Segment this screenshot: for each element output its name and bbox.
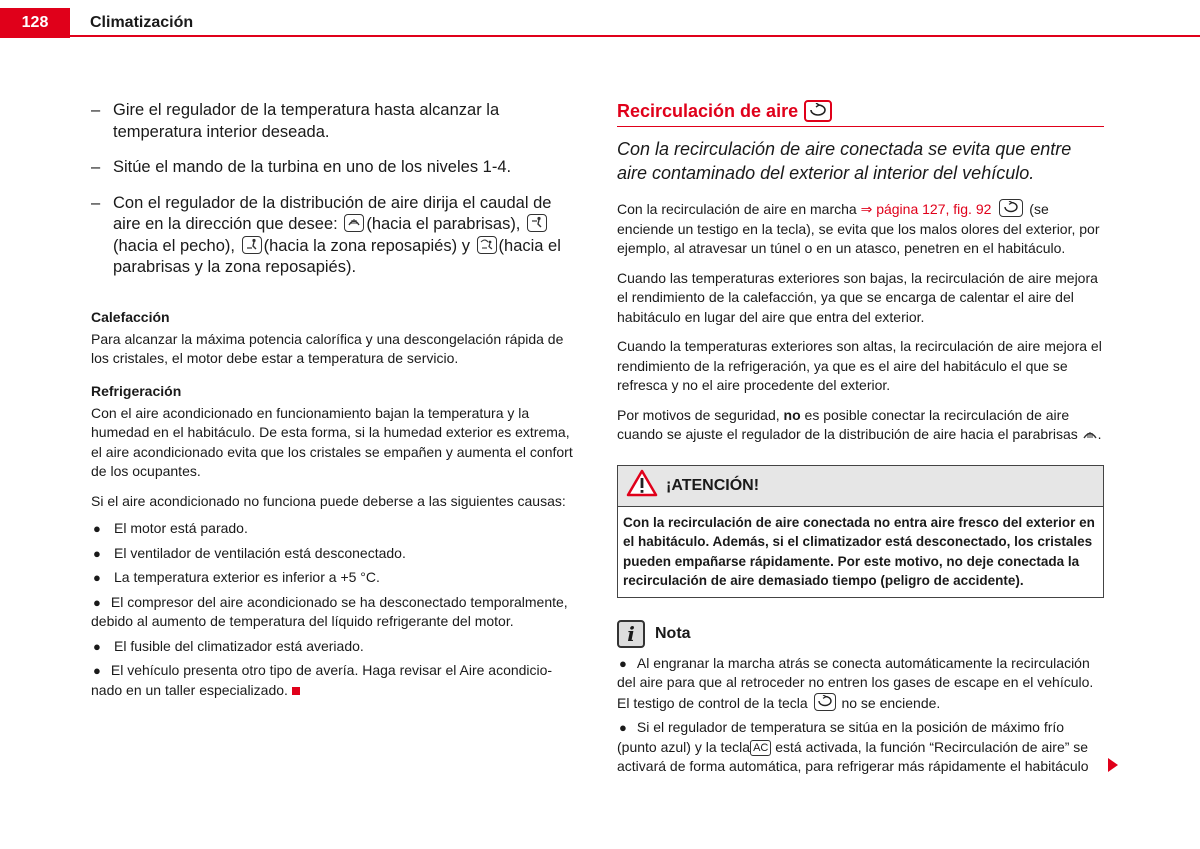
step-text: Sitúe el mando de la turbina en uno de los niveles 1-4. — [113, 158, 512, 176]
paragraph-text: es posible conectar la recirculación de aire cuando se ajuste el regulador de la distribución de aire hacia el parabrisas — [617, 406, 1078, 442]
note-text: Si el regulador de temperatura se sitúa en la posición de máximo frío (punto azul) y la tecla — [617, 719, 1065, 755]
step-item — [91, 157, 577, 179]
step-text: Gire el regulador de la temperatura hasta alcanzar la temperatura interior deseada. — [113, 101, 500, 141]
list-item-text: El vehículo presenta otro tipo de avería. Haga revisar el Aire acondicio-nado en un taller especializado. — [91, 662, 553, 698]
paragraph — [617, 406, 1104, 447]
section-title-text: Recirculación de aire — [617, 100, 799, 121]
paragraph-text: Por motivos de seguridad, — [617, 406, 784, 423]
bullet-dot: ● — [93, 521, 101, 536]
note-text: Al engranar la marcha atrás se conecta automáticamente la recirculación del aire para que al retroceder no entren los gases de escape en el vehículo. El testigo de control de la tecla — [617, 654, 1094, 711]
paragraph-text: . — [1097, 426, 1102, 442]
note-item — [617, 654, 1104, 714]
page-number: 128 — [0, 8, 70, 38]
right-column — [617, 100, 1104, 782]
recirculation-icon — [999, 199, 1023, 217]
airflow-footwell-icon — [242, 236, 262, 254]
bullet-dot: ● — [619, 655, 627, 671]
paragraph: Cuando las temperaturas exteriores son bajas, la recirculación de aire mejora el rendimiento de la calefacción, ya que se encarga de calentar el aire del habitáculo en lugar del aire que entra del exterior. — [617, 269, 1098, 325]
bullet-dot: ● — [619, 720, 627, 735]
heading-refrigeracion: Refrigeración — [91, 382, 182, 399]
chapter-title: Climatización — [90, 14, 194, 31]
left-column — [91, 100, 577, 705]
note-header — [617, 620, 1104, 648]
list-item-text: El compresor del aire acondicionado se ha desconectado temporalmente, debido al aumento de temperatura del líquido refrigerante del motor. — [91, 593, 568, 629]
dash-marker: – — [91, 193, 101, 212]
step-text: (hacia el parabrisas y la zona reposapiés). — [113, 236, 561, 276]
warning-text: Con la recirculación de aire conectada no entra aire fresco del exterior en el habitáculo. Además, si el climatizador está desconectado, los cristales pueden empañarse rápidamente. Por este motivo, no deje conectada la recirculación de aire demasiado tiempo (peligro de accidente). — [623, 514, 1095, 588]
step-text: Con el regulador de la distribución de aire dirija el caudal de aire en la dirección que desee: — [113, 193, 552, 233]
paragraph: Con el aire acondicionado en funcionamiento bajan la temperatura y la humedad en el habitáculo. De esta forma, si la humedad exterior es extrema, el aire acondicionado evita que los cristales se empañen y aumenta el confort de los ocupantes. — [91, 404, 573, 479]
dash-marker: – — [91, 101, 101, 119]
note-title: Nota — [655, 624, 691, 642]
list-item — [91, 661, 577, 700]
step-text: (hacia el pecho), — [113, 236, 240, 255]
note-text: está activada, la función “Recirculación de aire” se activará de forma automática, para refrigerar más rápidamente el habitáculo — [617, 738, 1089, 774]
list-item-text: La temperatura exterior es inferior a +5 °C. — [114, 569, 380, 585]
dash-marker: – — [91, 158, 101, 176]
list-item-text: El motor está parado. — [114, 520, 248, 536]
header-rule — [70, 35, 1200, 37]
airflow-chest-icon — [527, 214, 547, 232]
bullet-dot: ● — [93, 545, 101, 561]
bullet-dot: ● — [93, 638, 101, 654]
paragraph: Cuando la temperaturas exteriores son altas, la recirculación de aire mejora el rendimiento de la refrigeración, ya que es el aire del habitáculo el que se refresca y no el aire procedente del exterior. — [617, 338, 1102, 393]
list-item — [91, 544, 577, 564]
list-item-text: El ventilador de ventilación está desconectado. — [114, 544, 406, 561]
warning-box — [617, 465, 1104, 598]
bullet-dot: ● — [93, 663, 101, 678]
section-end-marker — [292, 687, 300, 695]
airflow-windshield-footwell-icon — [477, 236, 497, 254]
windshield-defrost-icon — [1082, 427, 1098, 447]
section-title — [617, 100, 1104, 122]
paragraph-text: Con la recirculación de aire en marcha — [617, 201, 861, 217]
paragraph: Para alcanzar la máxima potencia calorífica y una descongelación rápida de los cristales, el motor debe estar a temperatura de servicio. — [91, 330, 564, 366]
warning-triangle-icon — [626, 469, 658, 502]
note-text: no se enciende. — [837, 694, 941, 711]
step-text: (hacia la zona reposapiés) y — [263, 236, 475, 255]
warning-header — [618, 466, 1103, 507]
step-text: (hacia el parabrisas), — [366, 215, 525, 233]
heading-calefaccion: Calefacción — [91, 308, 170, 325]
list-item — [91, 519, 577, 539]
emphasis-text: no — [783, 406, 801, 423]
paragraph: Si el aire acondicionado no funciona puede deberse a las siguientes causas: — [91, 492, 566, 509]
continue-arrow-icon — [1108, 758, 1118, 772]
page-reference-link[interactable]: ⇒ página 127, fig. 92 — [860, 201, 992, 217]
recirculation-icon — [804, 100, 832, 122]
list-item — [91, 593, 577, 632]
ac-button-icon: AC — [750, 740, 771, 756]
list-item-text: El fusible del climatizador está averiado. — [114, 637, 364, 654]
info-icon: i — [617, 620, 645, 648]
paragraph — [617, 199, 1104, 259]
bullet-dot: ● — [93, 570, 101, 585]
windshield-defrost-icon — [344, 214, 364, 232]
warning-title: ¡ATENCIÓN! — [666, 476, 760, 494]
note-item — [617, 718, 1104, 777]
list-item — [91, 568, 577, 588]
paragraph-text: (se enciende un testigo en la tecla), se evita que los malos olores del exterior, por ejemplo, al atravesar un túnel o en un atasco, penetren en el habitáculo. — [617, 201, 1100, 256]
recirculation-icon — [814, 693, 836, 711]
bullet-dot: ● — [93, 594, 101, 610]
step-item — [91, 100, 577, 143]
lead-paragraph: Con la recirculación de aire conectada se evita que entre aire contaminado del exterior al interior del vehículo. — [617, 139, 1072, 183]
step-item — [91, 193, 577, 279]
list-item — [91, 637, 577, 657]
title-rule — [617, 126, 1104, 127]
